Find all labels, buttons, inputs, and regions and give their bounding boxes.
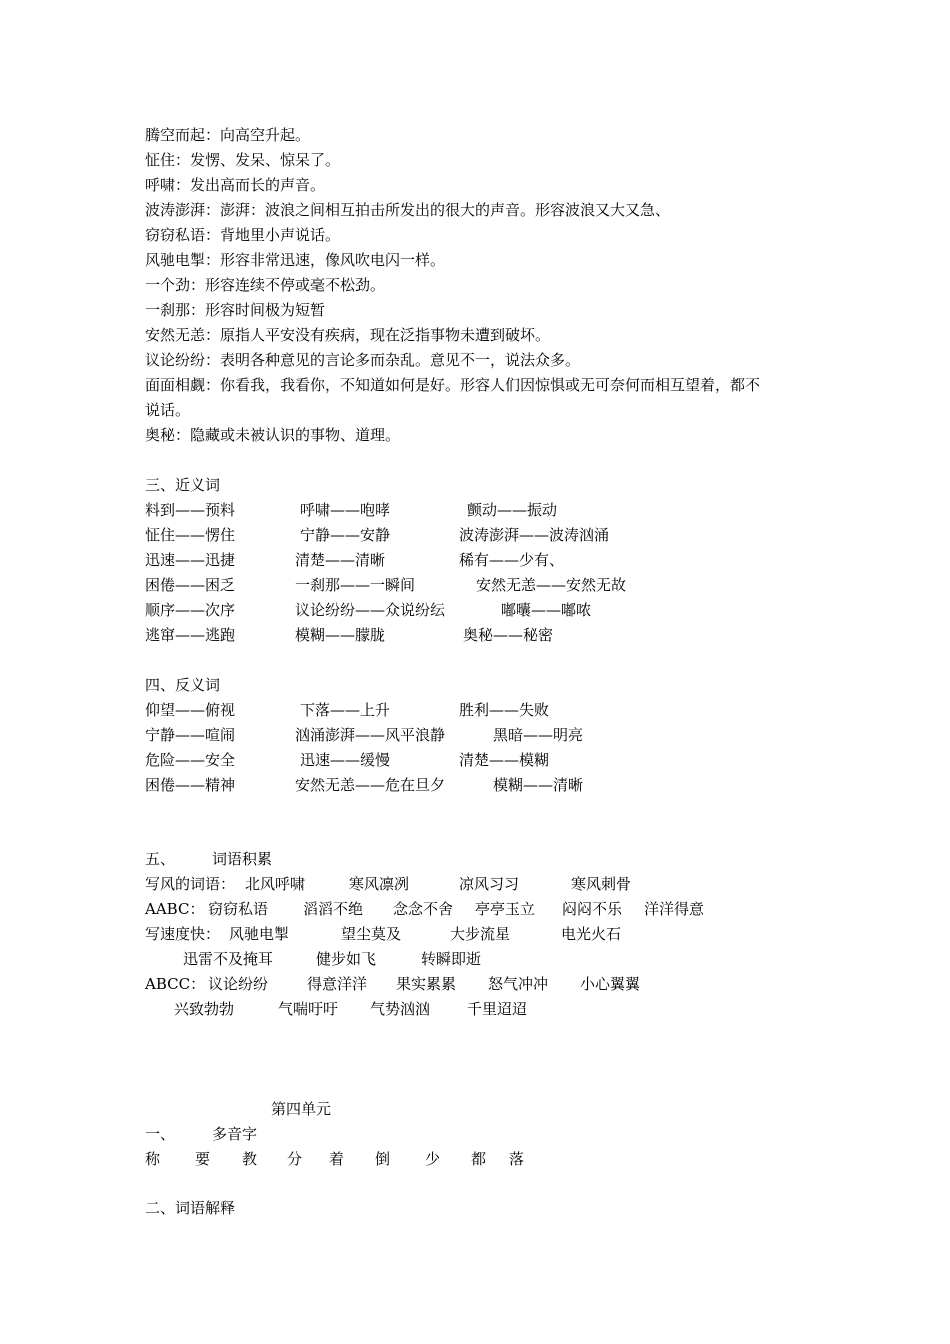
synonym-pair: 颤动——振动 <box>467 501 558 519</box>
antonym-pair: 清楚——模糊 <box>459 751 550 769</box>
abcc-word: 得意洋洋 <box>307 975 368 993</box>
antonym-pair: 困倦——精神 <box>145 776 236 794</box>
abcc-word: 气势汹汹 <box>370 1000 431 1018</box>
synonym-pair: 奥秘——秘密 <box>463 626 554 644</box>
antonym-pair: 下落——上升 <box>300 701 391 719</box>
aabc-word: 窃窃私语 <box>208 900 269 918</box>
antonym-pair: 黑暗——明亮 <box>493 726 584 744</box>
polyphone-char: 少 <box>425 1150 441 1168</box>
antonym-pair: 仰望——俯视 <box>145 701 236 719</box>
definition-line: 一刹那：形容时间极为短暂 <box>145 301 326 319</box>
definition-line: 奥秘：隐藏或未被认识的事物、道理。 <box>145 426 401 444</box>
antonym-pair: 危险——安全 <box>145 751 236 769</box>
synonym-pair: 安然无恙——安然无故 <box>476 576 627 594</box>
speed-word: 转瞬即逝 <box>421 950 482 968</box>
synonym-pair: 困倦——困乏 <box>145 576 236 594</box>
definition-line: 窃窃私语：背地里小声说话。 <box>145 226 341 244</box>
speed-word: 望尘莫及 <box>341 925 402 943</box>
accumulation-heading: 词语积累 <box>212 850 273 868</box>
synonym-pair: 怔住——愣住 <box>145 526 236 544</box>
wind-word: 寒风刺骨 <box>571 875 632 893</box>
synonym-pair: 清楚——清晰 <box>295 551 386 569</box>
polyphone-heading: 多音字 <box>212 1125 258 1143</box>
aabc-word: 闷闷不乐 <box>562 900 623 918</box>
definition-line: 风驰电掣：形容非常迅速，像风吹电闪一样。 <box>145 251 446 269</box>
aabc-word: 念念不舍 <box>393 900 454 918</box>
polyphone-char: 称 <box>145 1150 161 1168</box>
antonym-pair: 迅速——缓慢 <box>300 751 391 769</box>
definition-line: 腾空而起：向高空升起。 <box>145 126 311 144</box>
definition-line: 面面相觑：你看我，我看你，不知道如何是好。形容人们因惊惧或无可奈何而相互望着，都不 <box>145 376 761 394</box>
antonym-pair: 模糊——清晰 <box>493 776 584 794</box>
antonyms-heading: 四、反义词 <box>145 676 221 694</box>
word-explanation-heading: 二、词语解释 <box>145 1199 236 1217</box>
definition-line: 一个劲：形容连续不停或毫不松劲。 <box>145 276 386 294</box>
synonym-pair: 逃窜——逃跑 <box>145 626 236 644</box>
aabc-word: 亭亭玉立 <box>475 900 536 918</box>
aabc-label: AABC： <box>145 900 205 918</box>
polyphone-char: 都 <box>471 1150 487 1168</box>
definition-line: 波涛澎湃：澎湃：波浪之间相互拍击所发出的很大的声音。形容波浪又大又急、 <box>145 201 671 219</box>
synonym-pair: 迅速——迅捷 <box>145 551 236 569</box>
speed-word: 健步如飞 <box>316 950 377 968</box>
antonym-pair: 宁静——喧闹 <box>145 726 236 744</box>
polyphone-char: 分 <box>287 1150 303 1168</box>
synonym-pair: 一刹那——一瞬间 <box>295 576 416 594</box>
accumulation-heading-number: 五、 <box>145 850 176 868</box>
synonym-pair: 料到——预料 <box>145 501 236 519</box>
definition-line: 说话。 <box>145 401 191 419</box>
unit-title: 第四单元 <box>271 1100 332 1118</box>
definition-line: 呼啸：发出高而长的声音。 <box>145 176 326 194</box>
antonym-pair: 胜利——失败 <box>459 701 550 719</box>
abcc-word: 果实累累 <box>396 975 457 993</box>
speed-label: 写速度快： <box>145 925 221 943</box>
antonym-pair: 安然无恙——危在旦夕 <box>295 776 446 794</box>
wind-word: 寒风凛冽 <box>349 875 410 893</box>
speed-word: 大步流星 <box>450 925 511 943</box>
aabc-word: 滔滔不绝 <box>303 900 364 918</box>
wind-word: 凉风习习 <box>459 875 520 893</box>
abcc-word: 议论纷纷 <box>208 975 269 993</box>
synonym-pair: 嘟囔——嘟哝 <box>501 601 592 619</box>
polyphone-char: 倒 <box>375 1150 391 1168</box>
polyphone-char: 要 <box>195 1150 211 1168</box>
polyphone-heading-number: 一、 <box>145 1125 176 1143</box>
definition-line: 议论纷纷：表明各种意见的言论多而杂乱。意见不一，说法众多。 <box>145 351 581 369</box>
speed-word: 电光火石 <box>561 925 622 943</box>
abcc-label: ABCC： <box>145 975 206 993</box>
abcc-word: 气喘吁吁 <box>278 1000 339 1018</box>
abcc-word: 千里迢迢 <box>467 1000 528 1018</box>
synonym-pair: 稀有——少有、 <box>459 551 565 569</box>
synonym-pair: 呼啸——咆哮 <box>300 501 391 519</box>
synonym-pair: 宁静——安静 <box>300 526 391 544</box>
wind-word: 北风呼啸 <box>245 875 306 893</box>
synonyms-heading: 三、近义词 <box>145 476 221 494</box>
synonym-pair: 波涛澎湃——波涛汹涌 <box>459 526 610 544</box>
abcc-word: 小心翼翼 <box>580 975 641 993</box>
definition-line: 安然无恙：原指人平安没有疾病，现在泛指事物未遭到破坏。 <box>145 326 551 344</box>
aabc-word: 洋洋得意 <box>644 900 705 918</box>
polyphone-char: 教 <box>242 1150 258 1168</box>
polyphone-char: 落 <box>509 1150 525 1168</box>
definition-line: 怔住：发愣、发呆、惊呆了。 <box>145 151 341 169</box>
synonym-pair: 议论纷纷——众说纷纭 <box>295 601 446 619</box>
synonym-pair: 模糊——朦胧 <box>295 626 386 644</box>
synonym-pair: 顺序——次序 <box>145 601 236 619</box>
abcc-word: 怒气冲冲 <box>488 975 549 993</box>
wind-label: 写风的词语： <box>145 875 236 893</box>
abcc-word: 兴致勃勃 <box>174 1000 235 1018</box>
speed-word: 迅雷不及掩耳 <box>183 950 274 968</box>
speed-word: 风驰电掣 <box>229 925 290 943</box>
antonym-pair: 汹涌澎湃——风平浪静 <box>295 726 446 744</box>
polyphone-char: 着 <box>329 1150 345 1168</box>
